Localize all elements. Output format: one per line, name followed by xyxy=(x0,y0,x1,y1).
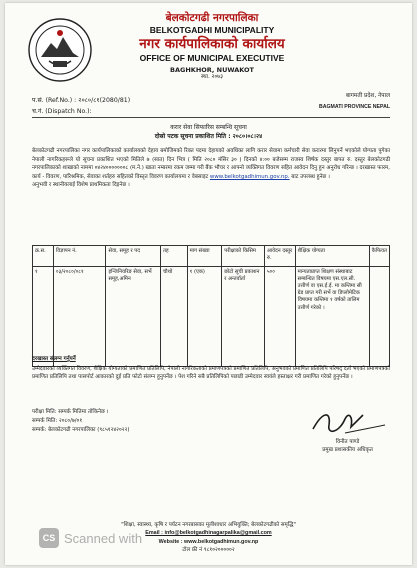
signatory-title: प्रमुख प्रशासकीय अधिकृत xyxy=(322,447,373,453)
reference-number: प.सं. (Ref.No.) : २०८०/८१(2080/81) xyxy=(32,97,131,104)
notice-body xyxy=(32,147,390,190)
subject-block xyxy=(5,123,412,141)
website-link[interactable]: www.belkotgadhimun.gov.np. xyxy=(209,173,290,180)
notice-paragraph-tail: बाट उपलब्ध हुनेछ । xyxy=(291,173,330,180)
col-header: आवेदन दस्तुर रु. xyxy=(264,246,295,267)
cell-fee: ५०० xyxy=(264,267,295,367)
header-divider xyxy=(32,117,390,118)
cell-post: इन्जिनियरिङ सेवा, सर्भे समूह,अमिन xyxy=(106,267,160,367)
scanner-watermark xyxy=(39,528,142,548)
table-header-row xyxy=(33,246,390,267)
footer-website[interactable]: Website : www.belkotgadhimun.gov.np xyxy=(158,538,259,545)
col-header: परीक्षाको किसिम xyxy=(222,246,265,267)
vacancy-table xyxy=(32,245,390,367)
col-header: माग संख्या xyxy=(187,246,222,267)
exam-date: परीक्षा मिति: सम्पर्क मितिमा तोकिनेछ । xyxy=(32,409,109,415)
cell-qualification: मान्यताप्राप्त शिक्षण संस्थाबाट सम्बन्धित विषयमा एस.एल.सी. उत्तीर्ण वा एस.ई.ई. मा कम्तिमा सी ग्रेड प्राप्त गरी सर्भे वा डिप्लोमेटिक विषयमा कम्तिमा १ वर्षको तालिम उत्तीर्ण गरेको । xyxy=(295,267,369,367)
documents-heading: दरखास्त संलग्न गर्नुपर्ने xyxy=(32,356,76,362)
cell-level: चौथो xyxy=(160,267,187,367)
meta-block xyxy=(32,408,130,435)
reference-block xyxy=(32,95,130,117)
watermark-text: Scanned with xyxy=(64,530,143,546)
province-np: बागमती प्रदेश, नेपाल xyxy=(345,93,390,99)
established-year: स्था. २०७३ xyxy=(201,74,223,80)
footer-slogan: "शिक्षा, स्वास्थ्य, कृषि र पर्यटन नगरबासका मूलीशाधार अभियुक्ति; बेलकोटगढीको समृद्धि" xyxy=(121,522,296,528)
cell-exam: छोटो सूची प्रकाशन र अन्तर्वार्ता xyxy=(222,267,265,367)
documents-section xyxy=(32,355,390,382)
cell-sn: १ xyxy=(33,267,54,367)
letterhead xyxy=(100,11,324,81)
executive-office-np: नगर कार्यपालिकाको कार्यालय xyxy=(139,36,285,52)
publish-date: सम्पर्क मिति: २०८०/७/०१ xyxy=(32,418,83,424)
contact-info: सम्पर्क: बेलकोटगढी नगरपालिका (९८५१२४२०२२) xyxy=(32,427,130,433)
col-header: क्र.स. xyxy=(33,246,54,267)
cell-remarks xyxy=(369,267,389,367)
footer-phone: टोल फ्री नं ९८१०२०००००२ xyxy=(182,546,235,553)
executive-office-en: OFFICE OF MUNICIPAL EXECUTIVE xyxy=(139,53,285,63)
signatory-block xyxy=(305,438,390,454)
province-block xyxy=(319,91,390,113)
subject-line: करार सेवा सिफारिस सम्बन्धि सूचना xyxy=(170,124,247,131)
camscanner-icon: CS xyxy=(39,528,59,548)
footer-email[interactable]: Email : info@belkotgadhinagarpalika@gmail.com xyxy=(145,530,272,537)
documents-text: उम्मेदवारको व्यक्तिगत विवरण, शैक्षिक योग्यताको प्रमाणित प्रतिलिपि, नेपाली नागरिकताको प्रमाणपत्रको प्रमाणित प्रतिलिपि, अनुभवको प्रमाणित प्रतिलिपि परिषद् दर्ता भएको प्रमाणपत्रको प्रमाणित प्रतिलिपि तथा पासपोर्ट आकारको दुई प्रति फोटो संलग्न हुनुपर्नेछ । पेश गरिने सबै प्रतिलिपिको पछाडी उम्मेदवार स्वयंले हस्ताक्षर गरी प्रमाणित गरेको हुनुपर्नेछ । xyxy=(32,365,390,381)
priority-note: अनुभवी र स्थानीयलाई विशेष प्राथमिकता दिइनेछ । xyxy=(32,182,130,189)
province-en: BAGMATI PROVINCE NEPAL xyxy=(319,104,390,110)
notice-paragraph: बेलकोटगढी नगरपालिका नगर कार्यपालिकाको कार्यालयको देहाय बमोजिमको रिक्त पदमा देहायको अवधिका लागि करार सेवामा कर्मचारी सेवा करारमा लिनुपर्ने भएकोले योग्यता पुगेका नेपाली नागरिकहरूले यो सूचना प्रकाशित भएको मितिले ७ (सात) दिन भित्र ( मिति २०८० मंसिर ३० ) दिनको ४:०० बजेसम्म राजस्व शिर्षक दस्तुर बापत रु. दस्तुर बेलकोटगढी नगरपालिकाको शाखाको नाममा ०४२४०००००००८ (म.ने.) खाता नम्बरमा रकम जम्मा गरी बैंक भौचर र आफ्नो व्यक्तिगत विवरण सहित आवेदन दिनु हुन अनुरोध गरिन्छ । दरखास्त फारम, कार्य - विवरण, पारिश्रमिक, सेवाका शर्तहरु सहितको विस्तृत विवरण कार्यालयमा र वेबसाइट xyxy=(32,148,390,180)
office-name-en: BELKOTGADHI MUNICIPALITY xyxy=(149,25,275,35)
dispatch-number: च.नं. (Dispatch No.): xyxy=(32,108,92,115)
col-header: विज्ञापन नं. xyxy=(53,246,106,267)
notice-page xyxy=(5,3,412,565)
publish-line: दोस्रो पटक सूचना प्रकाशित मिति : २०८०।०८।२४ xyxy=(154,133,263,140)
col-header: तह xyxy=(160,246,187,267)
cell-adv-no: ०३/२०८०/०८१ xyxy=(53,267,106,367)
office-location: BAGHKHOR, NUWAKOT xyxy=(170,66,254,74)
municipality-emblem-icon xyxy=(27,17,93,83)
office-name-np: बेलकोटगढी नगरपालिका xyxy=(165,12,259,24)
signatory-name: विनीत पाण्डे xyxy=(335,439,360,445)
table-row xyxy=(33,267,390,367)
cell-demand: १ (एक) xyxy=(187,267,222,367)
col-header: सेवा, समूह र पद xyxy=(106,246,160,267)
signature-image xyxy=(305,403,395,443)
col-header: कैफियत xyxy=(369,246,389,267)
col-header: शैक्षिक योग्यता xyxy=(295,246,369,267)
